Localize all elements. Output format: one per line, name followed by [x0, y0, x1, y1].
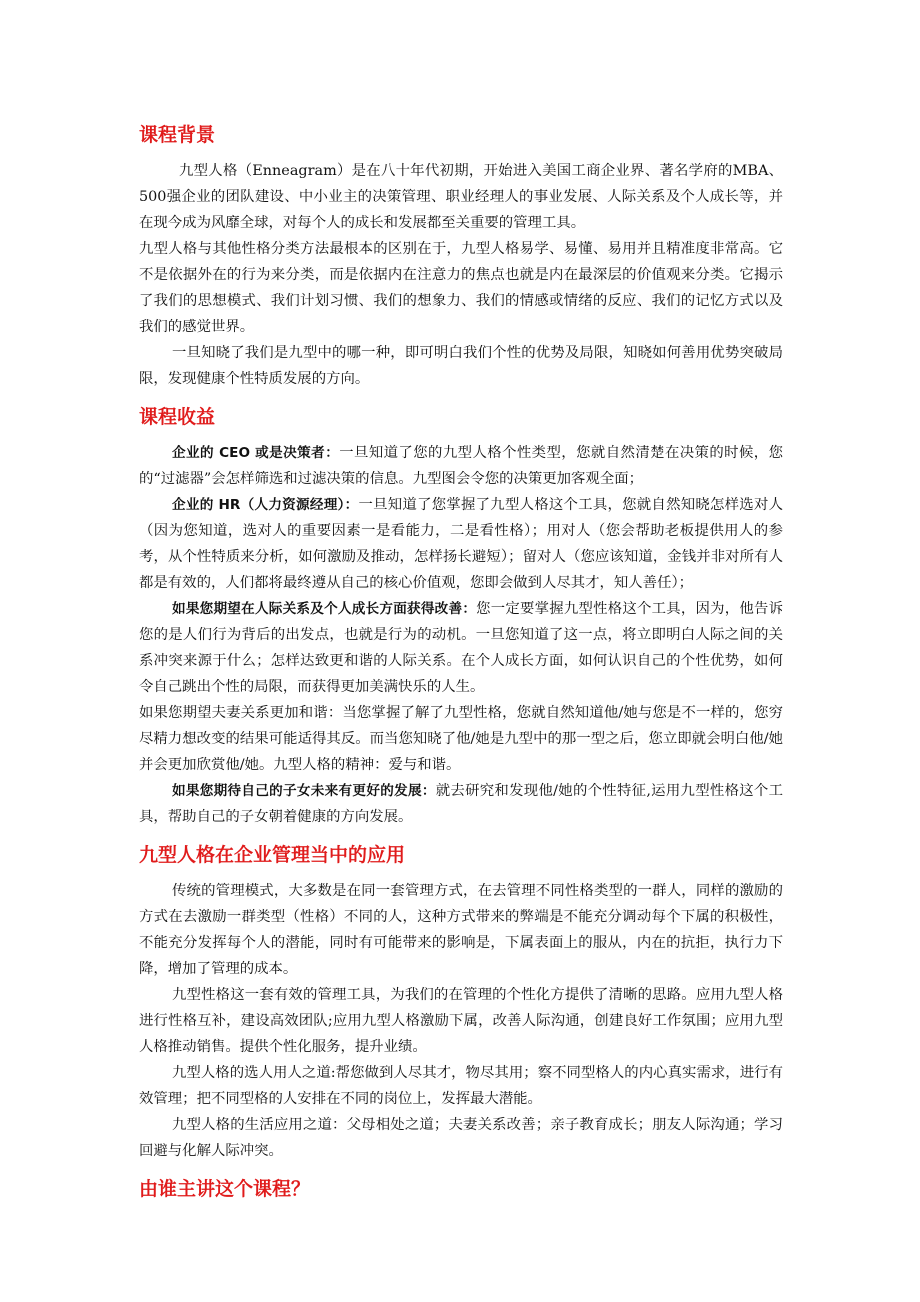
benefit-hr-text: 一旦知道了您掌握了九型人格这个工具，您就自然知晓怎样选对人（因为您知道，选对人的重要因素一是看能力，二是看性格）；用对人（您会帮助老板提供用人的参考，从个性特质来分析，如何激励及推动，怎样扬长避短）；留对人（您应该知道，金钱并非对所有人都是有效的，人们都将最终遵从自己的核心价值观，您即会做到人尽其才，知人善任）；: [139, 497, 783, 591]
application-paragraph-2: 九型性格这一套有效的管理工具，为我们的在管理的个性化方提供了清晰的思路。应用九型人格进行性格互补，建设高效团队;应用九型人格激励下属，改善人际沟通，创建良好工作氛围；应用九型人格推动销售。提供个性化服务，提升业绩。: [139, 987, 783, 1055]
benefit-ceo: [139, 440, 783, 492]
benefit-ceo-lead: 企业的 CEO 或是决策者：: [172, 445, 340, 461]
benefit-marriage: 如果您期望夫妻关系更加和谐：当您掌握了解了九型性格，您就自然知道他/她与您是不一样的，您穷尽精力想改变的结果可能适得其反。而当您知晓了他/她是九型中的那一型之后，您立即就会明白他/她并会更加欣赏他/她。九型人格的精神：爱与和谐。: [139, 705, 783, 773]
benefit-children: [139, 778, 783, 830]
document-content: [139, 122, 783, 1202]
section-title-benefits: 课程收益: [139, 406, 216, 428]
application-paragraph-4: 九型人格的生活应用之道：父母相处之道；夫妻关系改善；亲子教育成长；朋友人际沟通；学习回避与化解人际冲突。: [139, 1117, 783, 1159]
background-paragraph-1: 九型人格（Enneagram）是在八十年代初期，开始进入美国工商企业界、著名学府的MBA、500强企业的团队建设、中小业主的决策管理、职业经理人的事业发展、人际关系及个人成长等，并在现今成为风靡全球，对每个人的成长和发展都至关重要的管理工具。: [139, 163, 783, 231]
background-paragraph-3: 一旦知晓了我们是九型中的哪一种，即可明白我们个性的优势及局限，知晓如何善用优势突破局限，发现健康个性特质发展的方向。: [139, 345, 783, 387]
benefit-relationships-lead: 如果您期望在人际关系及个人成长方面获得改善：: [172, 601, 477, 617]
benefit-ceo-text: 一旦知道了您的九型人格个性类型，您就自然清楚在决策的时候，您的“过滤器”会怎样筛选和过滤决策的信息。九型图会令您的决策更加客观全面；: [139, 445, 783, 487]
benefit-hr-lead: 企业的 HR（人力资源经理）：: [172, 497, 359, 513]
benefit-children-lead: 如果您期待自己的子女未来有更好的发展：: [172, 783, 436, 799]
application-paragraph-3: 九型人格的选人用人之道:帮您做到人尽其才，物尽其用；察不同型格人的内心真实需求，进行有效管理；把不同型格的人安排在不同的岗位上，发挥最大潜能。: [139, 1065, 783, 1107]
background-paragraph-2: 九型人格与其他性格分类方法最根本的区别在于，九型人格易学、易懂、易用并且精准度非常高。它不是依据外在的行为来分类，而是依据内在注意力的焦点也就是内在最深层的价值观来分类。它揭示了我们的思想模式、我们计划习惯、我们的想象力、我们的情感或情绪的反应、我们的记忆方式以及我们的感觉世界。: [139, 241, 783, 335]
application-paragraph-1: 传统的管理模式，大多数是在同一套管理方式，在去管理不同性格类型的一群人，同样的激励的方式在去激励一群类型（性格）不同的人，这种方式带来的弊端是不能充分调动每个下属的积极性，不能充分发挥每个人的潜能，同时有可能带来的影响是，下属表面上的服从，内在的抗拒，执行力下降，增加了管理的成本。: [139, 883, 783, 977]
benefit-children-text: 就去研究和发现他/她的个性特征,运用九型性格这个工具，帮助自己的子女朝着健康的方向发展。: [139, 783, 783, 825]
section-title-background: 课程背景: [139, 124, 216, 146]
section-title-lecturer: 由谁主讲这个课程？: [139, 1178, 311, 1200]
benefit-relationships: [139, 596, 783, 700]
benefit-relationships-text: 您一定要掌握九型性格这个工具，因为，他告诉您的是人们行为背后的出发点，也就是行为的动机。一旦您知道了这一点，将立即明白人际之间的关系冲突来源于什么；怎样达致更和谐的人际关系。在个人成长方面，如何认识自己的个性优势，如何令自己跳出个性的局限，而获得更加美满快乐的人生。: [139, 601, 783, 695]
section-title-application: 九型人格在企业管理当中的应用: [139, 844, 406, 866]
benefit-hr: [139, 492, 783, 596]
